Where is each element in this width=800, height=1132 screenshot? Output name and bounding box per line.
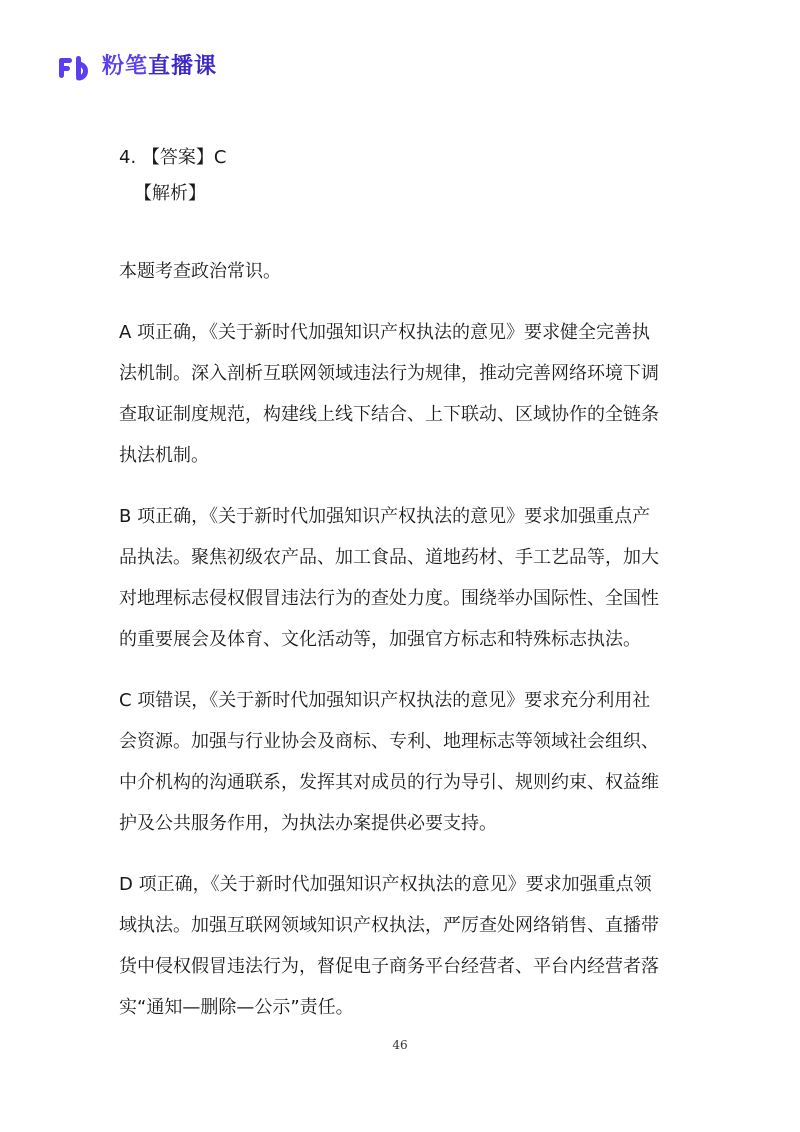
document-body: [119, 145, 679, 1021]
paragraph-line: 实“通知—删除—公示”责任。: [119, 997, 354, 1018]
answer-line: 4. 【答案】C: [119, 147, 227, 168]
paragraph-line: 会资源。加强与行业协会及商标、专利、地理标志等领域社会组织、: [119, 731, 659, 752]
paragraph-option-c: [119, 688, 679, 837]
paragraph-line: D 项正确，《关于新时代加强知识产权执法的意见》要求加强重点领: [119, 874, 652, 895]
paragraph-line: A 项正确，《关于新时代加强知识产权执法的意见》要求健全完善执: [119, 322, 651, 343]
analysis-label: 【解析】: [134, 183, 206, 204]
paragraph-line: 品执法。聚焦初级农产品、加工食品、道地药材、手工艺品等，加大: [119, 547, 659, 568]
paragraph-line: 域执法。加强互联网领域知识产权执法，严厉查处网络销售、直播带: [119, 915, 659, 936]
page-number: 46: [392, 1038, 408, 1052]
paragraph-line: B 项正确，《关于新时代加强知识产权执法的意见》要求加强重点产: [119, 506, 651, 527]
paragraph-option-d: [119, 872, 679, 1021]
paragraph-line: 对地理标志侵权假冒违法行为的查处力度。围绕举办国际性、全国性: [119, 588, 659, 609]
paragraph-line: 执法机制。: [119, 445, 209, 466]
paragraph-line: 中介机构的沟通联系，发挥其对成员的行为导引、规则约束、权益维: [119, 772, 659, 793]
logo-text: [102, 52, 217, 82]
paragraph-line: 的重要展会及体育、文化活动等，加强官方标志和特殊标志执法。: [119, 629, 641, 650]
paragraph-line: 法机制。深入剖析互联网领域违法行为规律，推动完善网络环境下调: [119, 363, 659, 384]
paragraph-option-b: [119, 504, 679, 653]
paragraph-line: C 项错误，《关于新时代加强知识产权执法的意见》要求充分利用社: [119, 690, 651, 711]
paragraph-line: 货中侵权假冒违法行为，督促电子商务平台经营者、平台内经营者落: [119, 956, 659, 977]
paragraph-line: 护及公共服务作用，为执法办案提供必要支持。: [119, 813, 497, 834]
logo-product: 直播课: [148, 54, 218, 79]
logo-brand: 粉笔: [102, 54, 149, 79]
header-logo: [58, 51, 217, 83]
intro-text: 本题考查政治常识。: [119, 261, 281, 282]
paragraph-line: 查取证制度规范，构建线上线下结合、上下联动、区域协作的全链条: [119, 404, 659, 425]
paragraph-option-a: [119, 320, 679, 469]
fb-logo-icon: [58, 52, 98, 82]
